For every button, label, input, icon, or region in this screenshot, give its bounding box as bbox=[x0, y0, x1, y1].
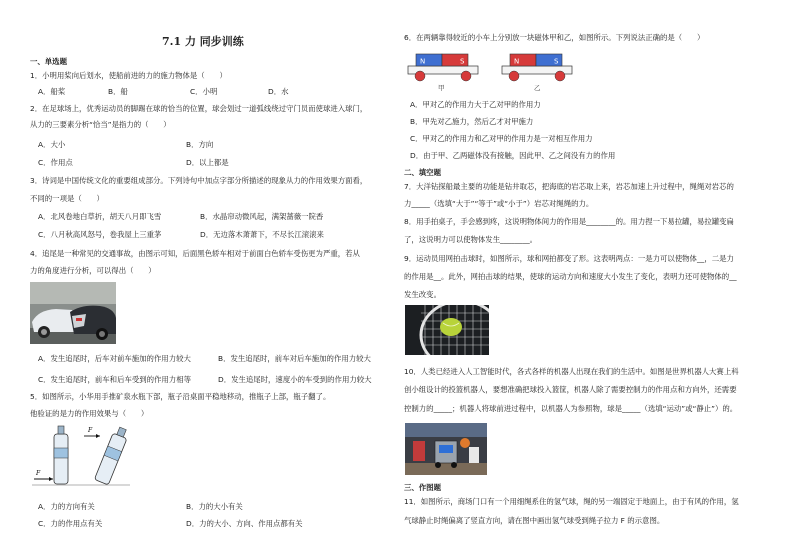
q1-option-b: B．船 bbox=[108, 87, 128, 96]
q9-line2: 的作用是__。此外，网拍击球的结果，使球的运动方向和速度大小发生了变化，表明力还可使物体的__ bbox=[404, 272, 737, 281]
q10-line2: 创小组设计的投篮机器人，要想准确把球投入篮筐，机器人除了需要控制力的作用点和方向外，还需要 bbox=[404, 385, 737, 394]
q9-line3: 发生改变。 bbox=[404, 290, 441, 299]
magnet-jia-right-letter: S bbox=[460, 57, 465, 66]
q8-line1: 8．用手拍桌子，手会感到疼，这说明物体间力的作用是________的。用力捏一下易拉罐，易拉罐变扁 bbox=[404, 217, 734, 226]
q3-option-d: D．无边落木萧萧下，不尽长江滚滚来 bbox=[200, 230, 324, 239]
q5-option-a: A．力的方向有关 bbox=[38, 502, 95, 511]
basketball-robot-photo bbox=[405, 423, 487, 475]
q1-option-d: D．水 bbox=[268, 87, 289, 96]
magnet-yi-left-letter: N bbox=[514, 57, 520, 66]
q2-option-a: A．大小 bbox=[38, 140, 66, 149]
q2-stem-line1: 2．在足球场上，优秀运动员的脚踢在球的恰当的位置，球会划过一道弧线绕过守门员而使球进入球门， bbox=[30, 104, 368, 113]
q1-stem: 1．小明用桨向后划水，使船前进的力的施力物体是（ ） bbox=[30, 71, 227, 80]
q11-line1: 11．如图所示，商场门口有一个用细绳系住的氢气球，绳的另一端固定于地面上，由于有风的作用，氢 bbox=[404, 497, 739, 506]
q4-option-a: A．发生追尾时，后车对前车施加的作用力较大 bbox=[38, 354, 191, 363]
cart-label-jia: 甲 bbox=[438, 84, 445, 92]
q6-option-a: A．甲对乙的作用力大于乙对甲的作用力 bbox=[410, 100, 541, 109]
q10-line3: 控制力的_____；机器人将球前进过程中，以机器人为参照物，球是_____（选填“运动”或“静止”）的。 bbox=[404, 404, 738, 413]
q1-option-a: A．船桨 bbox=[38, 87, 66, 96]
q6-option-d: D．由于甲、乙两磁体没有接触，因此甲、乙之间没有力的作用 bbox=[410, 151, 616, 160]
q4-option-b: B．发生追尾时，前车对后车施加的作用力较大 bbox=[218, 354, 371, 363]
q6-option-b: B．甲先对乙施力，然后乙才对甲施力 bbox=[410, 117, 534, 126]
q5-stem-line2: 他验证的是力的作用效果与（ ） bbox=[30, 409, 149, 418]
q8-line2: 了，这说明力可以使物体发生________。 bbox=[404, 235, 538, 244]
magnet-carts-figure bbox=[404, 48, 580, 92]
q5-option-d: D．力的大小、方向、作用点都有关 bbox=[186, 519, 303, 528]
q3-option-b: B．水晶帘动微风起，满架蔷薇一院香 bbox=[200, 212, 324, 221]
q10-line1: 10．人类已经进入人工智能时代，各式各样的机器人出现在我们的生活中。如图是世界机器人大赛上科 bbox=[404, 367, 739, 376]
force-label-low: F bbox=[36, 470, 41, 477]
q3-option-a: A．北风卷地白草折，胡天八月即飞雪 bbox=[38, 212, 162, 221]
q5-option-b: B．力的大小有关 bbox=[186, 502, 243, 511]
page-title: 7.1 力 同步训练 bbox=[162, 35, 244, 48]
car-crash-photo bbox=[30, 282, 116, 344]
section-heading-fill-blank: 二、填空题 bbox=[404, 168, 441, 177]
q11-line2: 气球静止时绳偏离了竖直方向，请在图中画出氢气球受到绳子拉力 F 的示意图。 bbox=[404, 516, 665, 525]
q4-option-d: D．发生追尾时，速度小的车受到的作用力较大 bbox=[218, 375, 372, 384]
q9-line1: 9．运动员用网拍击球时，如图所示，球和网拍都变了形。这表明两点：一是力可以使物体__，二是力 bbox=[404, 254, 734, 263]
magnet-jia-left-letter: N bbox=[420, 57, 426, 66]
q6-option-c: C．甲对乙的作用力和乙对甲的作用力是一对相互作用力 bbox=[410, 134, 593, 143]
magnet-yi-right-letter: S bbox=[554, 57, 559, 66]
q1-option-c: C．小明 bbox=[190, 87, 218, 96]
section-heading-single-choice: 一、单选题 bbox=[30, 57, 67, 66]
q2-option-d: D．以上都是 bbox=[186, 158, 229, 167]
q2-stem-line2: 从力的三要素分析“恰当”是指力的（ ） bbox=[30, 120, 171, 129]
q3-option-c: C．八月秋高风怒号，卷我屋上三重茅 bbox=[38, 230, 162, 239]
tennis-racket-photo bbox=[405, 305, 489, 355]
q4-stem-line1: 4．追尾是一种常见的交通事故，由图示可知，后面黑色轿车相对于前面白色轿车受伤更为严重，若从 bbox=[30, 249, 360, 258]
q2-option-b: B．方向 bbox=[186, 140, 214, 149]
q7-line2: 力_____（选填“大于”“等于”或“小于”）岩芯对绳绳的力。 bbox=[404, 199, 594, 208]
cart-label-yi: 乙 bbox=[534, 84, 541, 92]
q6-stem: 6．在两辆靠得较近的小车上分别放一块磁体甲和乙，如图所示。下列说法正确的是（ ） bbox=[404, 33, 705, 42]
q5-option-c: C．力的作用点有关 bbox=[38, 519, 103, 528]
q3-stem-line2: 不同的一项是（ ） bbox=[30, 194, 104, 203]
q3-stem-line1: 3．诗词是中国传统文化的重要组成部分。下列诗句中加点字部分所描述的现象从力的作用效果方面看， bbox=[30, 176, 368, 185]
upright-bottle-icon bbox=[54, 426, 68, 484]
q4-option-c: C．发生追尾时，前车和后车受到的作用力相等 bbox=[38, 375, 191, 384]
q5-stem-line1: 5．如图所示，小华用手推矿泉水瓶下部，瓶子沿桌面平稳地移动，推瓶子上部，瓶子翻了。 bbox=[30, 392, 331, 401]
tipping-bottle-icon bbox=[94, 426, 130, 485]
q2-option-c: C．作用点 bbox=[38, 158, 73, 167]
q7-line1: 7．大洋钻探船最主要的功能是钻井取芯，把海底的岩芯取上来，岩芯加速上升过程中，绳绳对岩芯的 bbox=[404, 182, 734, 191]
section-heading-drawing: 三、作图题 bbox=[404, 483, 441, 492]
q4-stem-line2: 力的角度进行分析，可以得出（ ） bbox=[30, 266, 156, 275]
force-label-high: F bbox=[88, 427, 93, 434]
bottles-push-figure bbox=[32, 422, 130, 488]
